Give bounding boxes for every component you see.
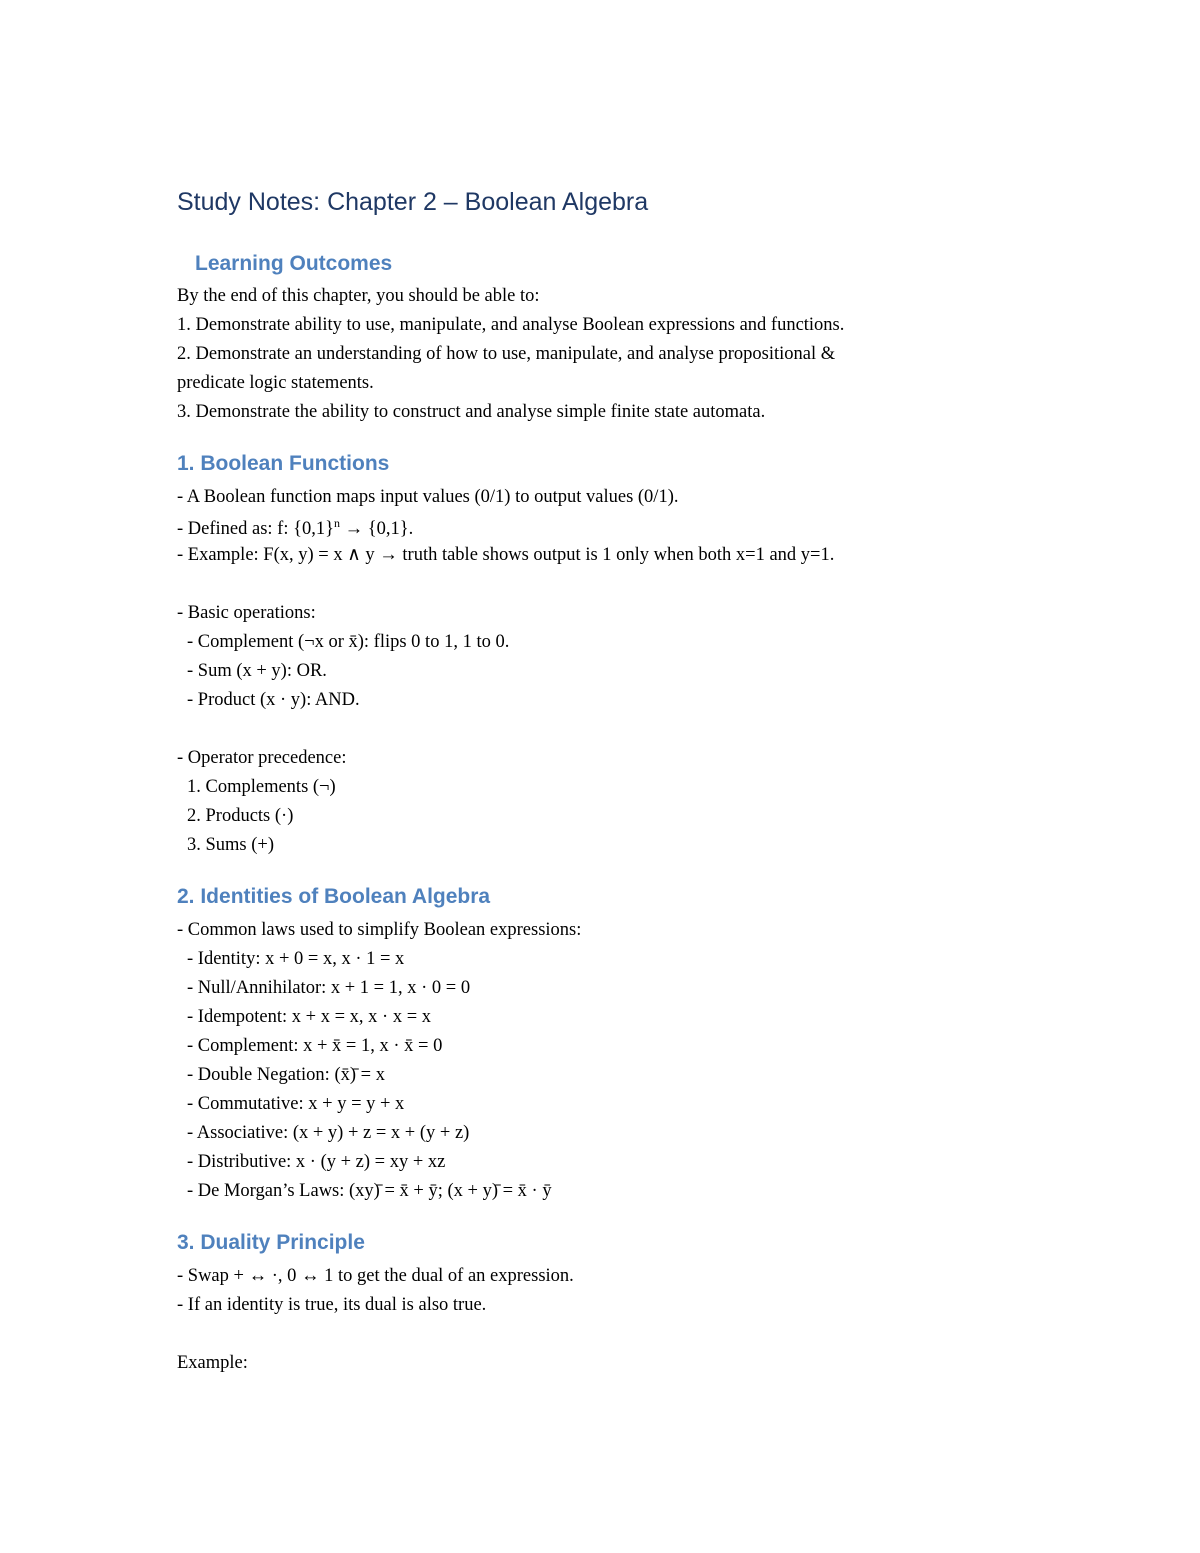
law-item: - Null/Annihilator: x + 1 = 1, x · 0 = 0: [187, 978, 471, 998]
precedence-heading: - Operator precedence:: [177, 748, 347, 768]
operation-item: - Product (x · y): AND.: [187, 690, 360, 710]
operation-item: - Complement (¬x or x̄): flips 0 to 1, 1 to 0.: [187, 632, 510, 652]
body-line: - A Boolean function maps input values (0/1) to output values (0/1).: [177, 487, 679, 507]
precedence-item: 2. Products (·): [187, 806, 294, 826]
operation-item: - Sum (x + y): OR.: [187, 661, 327, 681]
identities-intro: - Common laws used to simplify Boolean expressions:: [177, 920, 582, 940]
definition-text: - Defined as: f: {0,1}: [177, 519, 334, 540]
learning-outcome-item: 2. Demonstrate an understanding of how to use, manipulate, and analyse propositional &: [177, 344, 836, 364]
section-heading-duality: 3. Duality Principle: [177, 1231, 365, 1254]
precedence-item: 3. Sums (+): [187, 835, 275, 855]
law-item: - Distributive: x · (y + z) = xy + xz: [187, 1152, 446, 1172]
law-item: - Identity: x + 0 = x, x · 1 = x: [187, 949, 405, 969]
example-line: - Example: F(x, y) = x ∧ y → truth table shows output is 1 only when both x=1 and y=1.: [177, 545, 835, 565]
learning-outcomes-intro: By the end of this chapter, you should be able to:: [177, 286, 540, 306]
law-item: - Idempotent: x + x = x, x · x = x: [187, 1007, 432, 1027]
section-heading-boolean-functions: 1. Boolean Functions: [177, 452, 390, 475]
law-item: - De Morgan’s Laws: (xy)̄ = x̄ + ȳ; (x + y)̄ = x̄ · ȳ: [187, 1181, 552, 1201]
precedence-item: 1. Complements (¬): [187, 777, 336, 797]
learning-outcome-item: 1. Demonstrate ability to use, manipulate, and analyse Boolean expressions and functions.: [177, 315, 845, 335]
definition-tail: → {0,1}.: [339, 519, 414, 540]
learning-outcome-item: predicate logic statements.: [177, 373, 374, 393]
body-line: - Swap + ↔ ·, 0 ↔ 1 to get the dual of an expression.: [177, 1266, 574, 1286]
learning-outcomes-heading: Learning Outcomes: [195, 252, 393, 275]
body-line: - If an identity is true, its dual is also true.: [177, 1295, 487, 1315]
section-heading-identities: 2. Identities of Boolean Algebra: [177, 885, 491, 908]
law-item: - Associative: (x + y) + z = x + (y + z): [187, 1123, 470, 1143]
law-item: - Complement: x + x̄ = 1, x · x̄ = 0: [187, 1036, 443, 1056]
page-title: Study Notes: Chapter 2 – Boolean Algebra: [177, 188, 649, 216]
law-item: - Commutative: x + y = y + x: [187, 1094, 405, 1114]
basic-operations-heading: - Basic operations:: [177, 603, 316, 623]
law-item: - Double Negation: (x̄)̄ = x: [187, 1065, 385, 1085]
definition-superscript: n: [333, 516, 340, 530]
learning-outcome-item: 3. Demonstrate the ability to construct and analyse simple finite state automata.: [177, 402, 766, 422]
example-label: Example:: [177, 1353, 248, 1373]
definition-line: [177, 517, 413, 539]
